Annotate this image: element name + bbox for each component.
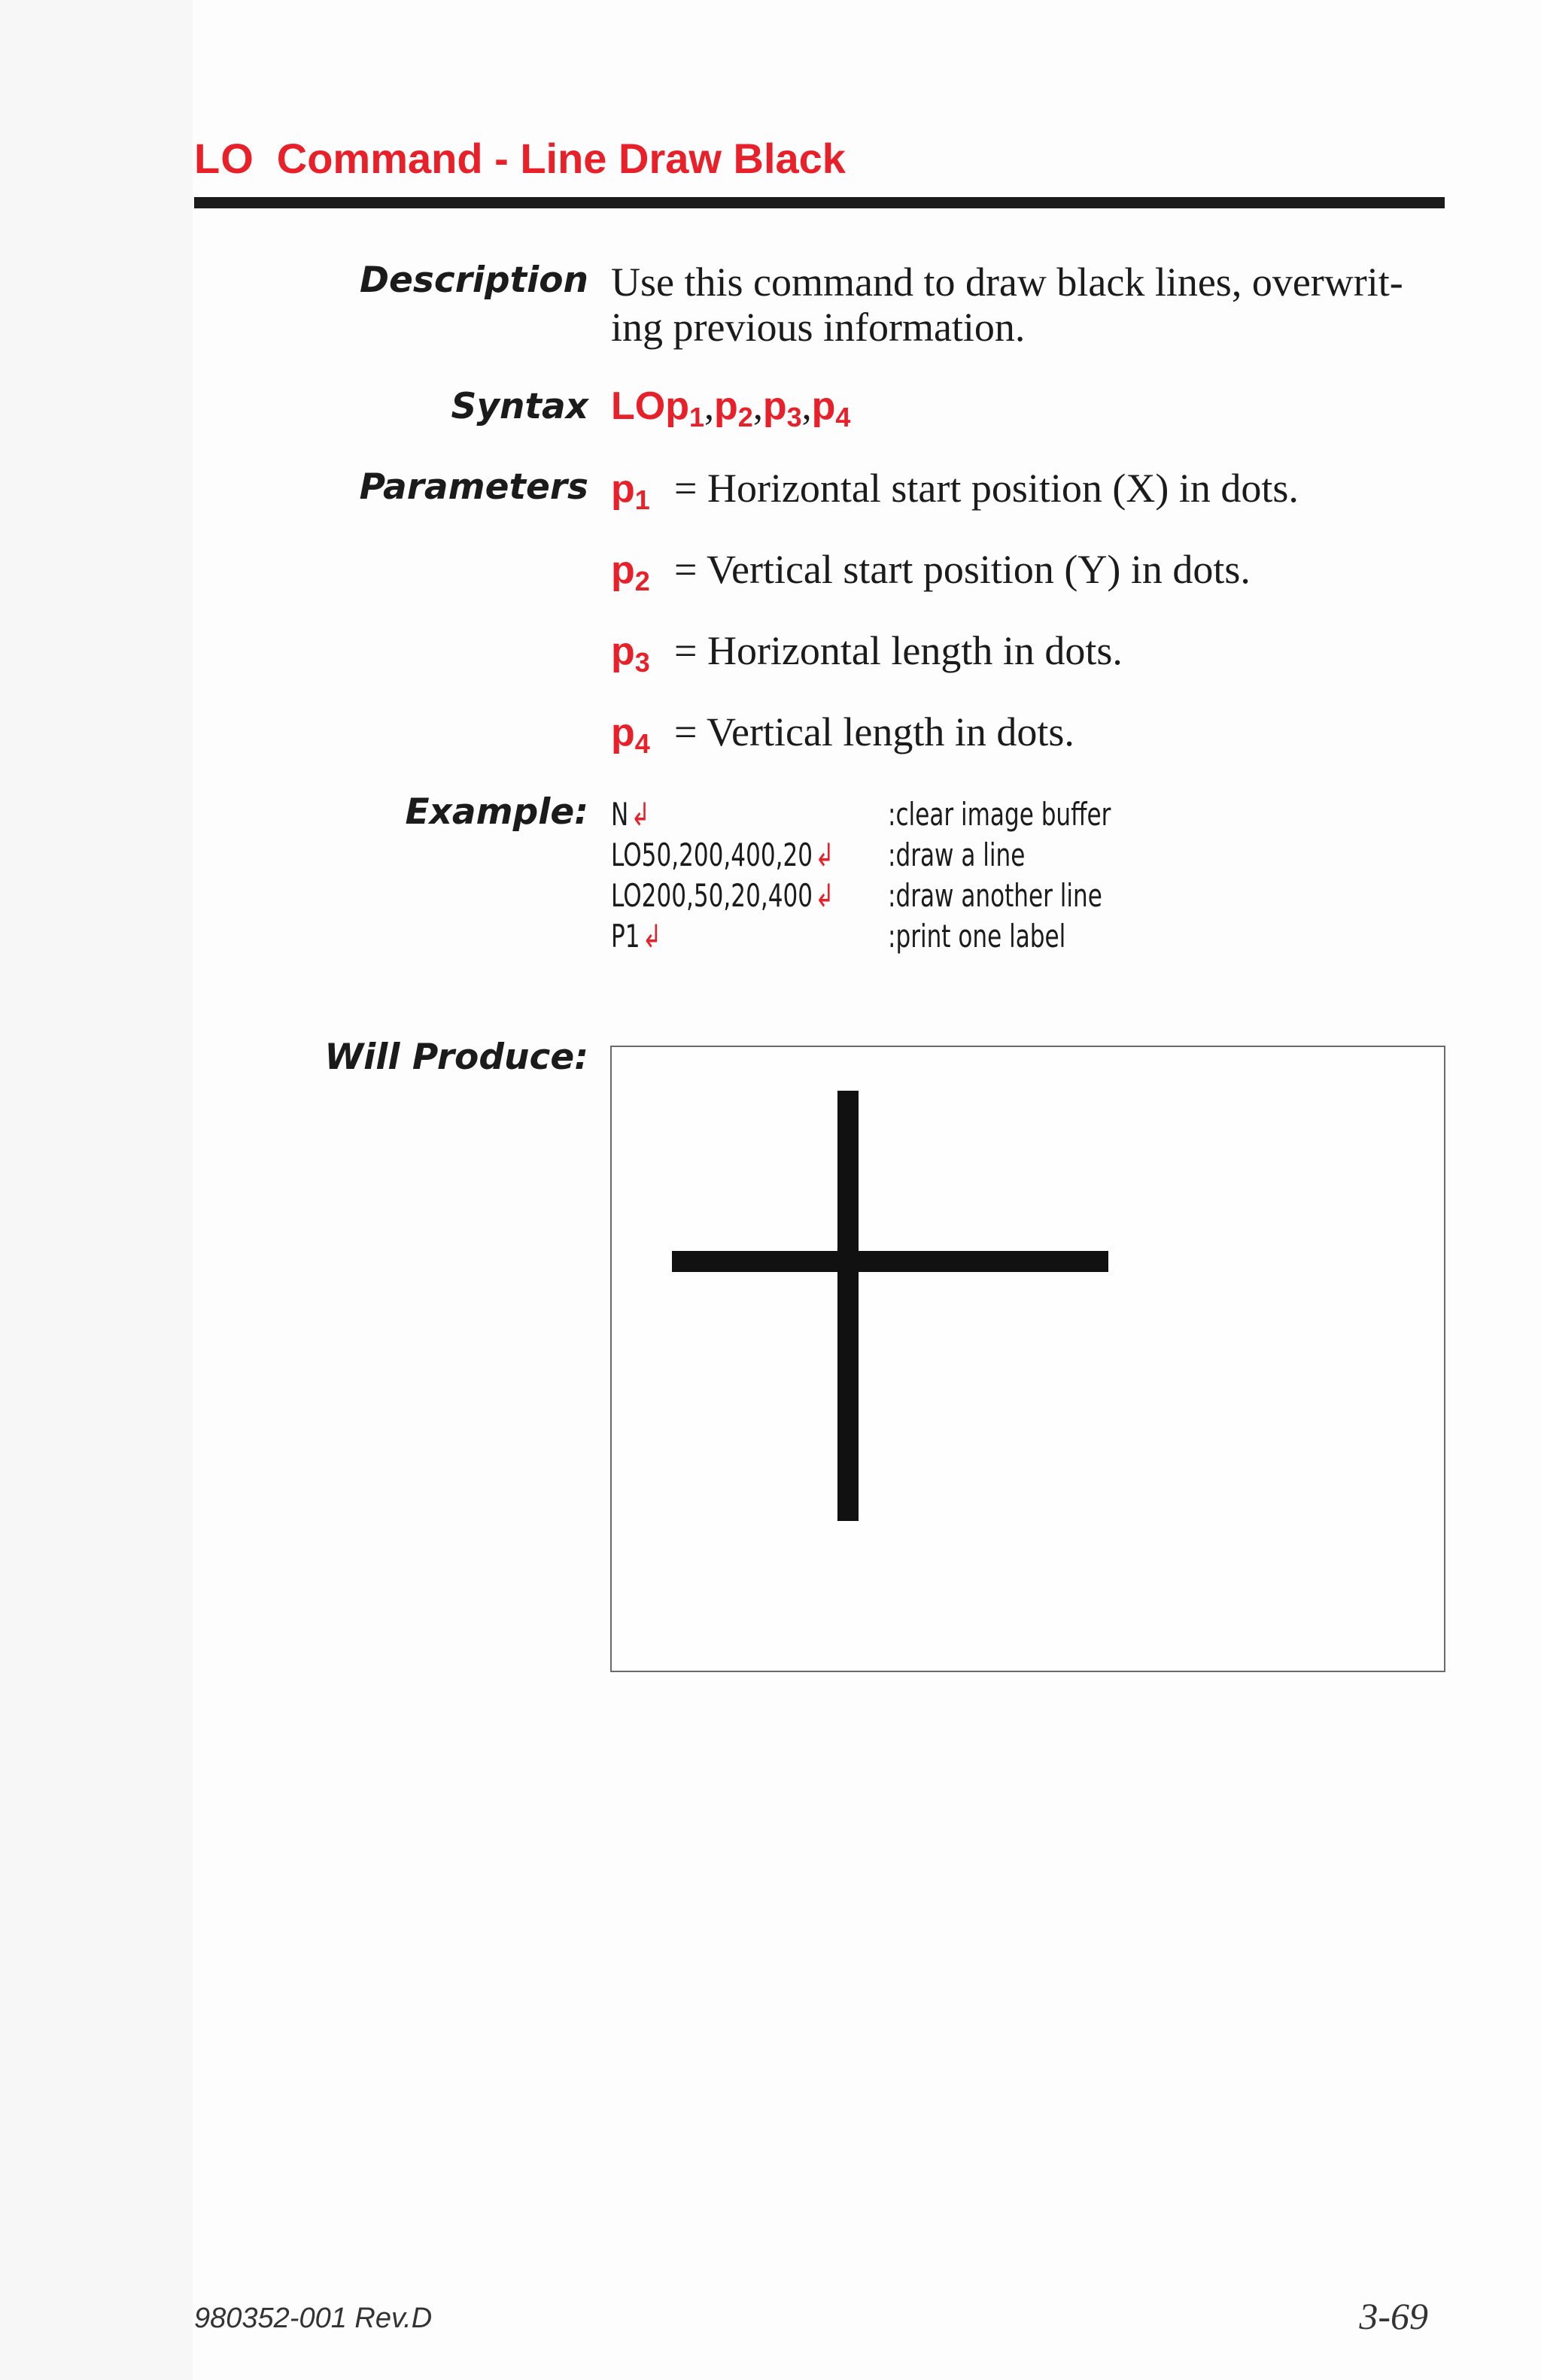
will-produce-label: Will Produce: bbox=[324, 1037, 588, 1078]
description-label: Description bbox=[360, 260, 588, 301]
page-margin-shade bbox=[0, 0, 193, 2380]
parameter-symbol: $p_1$ bbox=[611, 467, 650, 515]
parameter-row bbox=[611, 709, 1074, 760]
example-comment: :clear image buffer bbox=[888, 796, 1111, 833]
parameter-row bbox=[611, 546, 1251, 597]
parameters-label: Parameters bbox=[359, 466, 588, 508]
example-code: N↲ bbox=[611, 796, 651, 833]
horizontal-line bbox=[672, 1251, 1108, 1272]
example-label: Example: bbox=[405, 791, 588, 833]
return-icon: ↲ bbox=[642, 918, 662, 955]
parameter-symbol: $p_2$ bbox=[611, 548, 650, 597]
parameter-description: = Horizontal length in dots. bbox=[674, 628, 1123, 673]
syntax-param: $p_3$ bbox=[762, 384, 802, 433]
syntax-separator: , bbox=[752, 385, 763, 428]
description-line-1: Use this command to draw black lines, overwrit- bbox=[611, 260, 1403, 305]
example-comment: :print one label bbox=[888, 918, 1066, 955]
syntax-param: $p_4$ bbox=[811, 384, 851, 433]
syntax-separator: , bbox=[801, 385, 812, 428]
parameter-description: = Vertical start position (Y) in dots. bbox=[674, 547, 1251, 592]
parameter-symbol: $p_4$ bbox=[611, 711, 650, 759]
page-header bbox=[194, 134, 846, 183]
syntax-command: LO bbox=[611, 384, 666, 428]
example-comment: :draw another line bbox=[888, 877, 1102, 914]
page-number: 3-69 bbox=[1359, 2295, 1428, 2337]
example-code: LO200,50,20,400↲ bbox=[611, 877, 835, 914]
command-title: Command - Line Draw Black bbox=[276, 135, 846, 182]
return-icon: ↲ bbox=[631, 796, 651, 833]
example-code: P1↲ bbox=[611, 918, 662, 955]
syntax-expression bbox=[611, 384, 850, 433]
label-output-preview bbox=[610, 1046, 1445, 1672]
document-number: 980352-001 Rev.D bbox=[194, 2303, 433, 2334]
parameter-description: = Vertical length in dots. bbox=[674, 709, 1074, 754]
label-output-drawing bbox=[612, 1047, 1444, 1671]
parameter-symbol: $p_3$ bbox=[611, 630, 650, 678]
return-icon: ↲ bbox=[815, 877, 835, 914]
syntax-label: Syntax bbox=[451, 386, 588, 427]
header-rule bbox=[194, 197, 1445, 208]
parameter-row bbox=[611, 465, 1299, 516]
example-comment: :draw a line bbox=[888, 836, 1026, 873]
command-code: LO bbox=[194, 135, 254, 182]
example-code: LO50,200,400,20↲ bbox=[611, 836, 835, 873]
description-text bbox=[611, 260, 1446, 350]
return-icon: ↲ bbox=[815, 836, 835, 873]
vertical-line bbox=[837, 1091, 859, 1521]
parameter-description: = Horizontal start position (X) in dots. bbox=[674, 466, 1299, 511]
syntax-separator: , bbox=[704, 385, 715, 428]
syntax-param: $p_1$ bbox=[665, 384, 705, 433]
description-line-2: ing previous information. bbox=[611, 305, 1026, 350]
syntax-param: $p_2$ bbox=[714, 384, 753, 433]
parameter-row bbox=[611, 627, 1123, 678]
